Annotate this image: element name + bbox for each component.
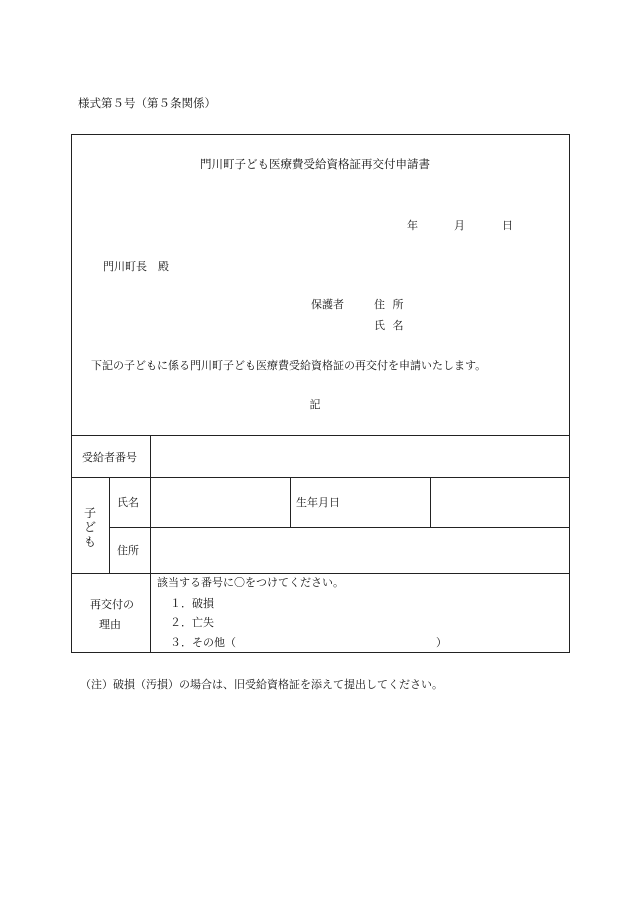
reason-label-line2: 理由 [99, 618, 121, 631]
child-name-row-divider [109, 527, 570, 528]
child-address-label: 住所 [117, 544, 139, 557]
applicant-name-label: 氏 名 [374, 319, 406, 332]
footnote: （注）破損（汚損）の場合は、旧受給資格証を添えて提出してください。 [80, 678, 443, 691]
header-divider [71, 435, 570, 436]
name-birth-divider [290, 477, 291, 527]
child-name-label: 氏名 [117, 496, 139, 509]
reason-instruction: 該当する番号に〇をつけてください。 [157, 576, 344, 589]
form-number: 様式第５号（第５条関係） [78, 96, 216, 110]
child-label-divider [109, 477, 110, 573]
reason-option-damaged: １．破損 [170, 597, 214, 610]
addressee: 門川町長 殿 [103, 260, 169, 273]
applicant-address-label: 住 所 [374, 298, 406, 311]
label-column-divider [150, 435, 151, 653]
ki-heading: 記 [309, 398, 321, 411]
recipient-row-divider [71, 477, 570, 478]
date-day-label: 日 [502, 219, 513, 232]
reason-other-close-paren: ） [436, 636, 447, 649]
form-title: 門川町子ども医療費受給資格証再交付申請書 [200, 157, 430, 171]
date-month-label: 月 [454, 219, 465, 232]
reason-label-line1: 再交付の [90, 598, 134, 611]
child-section-divider [71, 573, 570, 574]
child-label: 子ども [84, 506, 97, 549]
application-statement: 下記の子どもに係る門川町子ども医療費受給資格証の再交付を申請いたします。 [91, 359, 487, 372]
reason-option-lost: ２．亡失 [170, 616, 214, 629]
birth-value-divider [430, 477, 431, 527]
recipient-number-label: 受給者番号 [82, 451, 137, 464]
reason-option-other: ３．その他（ [170, 636, 236, 649]
guardian-label: 保護者 [311, 298, 344, 311]
date-year-label: 年 [407, 219, 418, 232]
birthdate-label: 生年月日 [296, 496, 340, 509]
